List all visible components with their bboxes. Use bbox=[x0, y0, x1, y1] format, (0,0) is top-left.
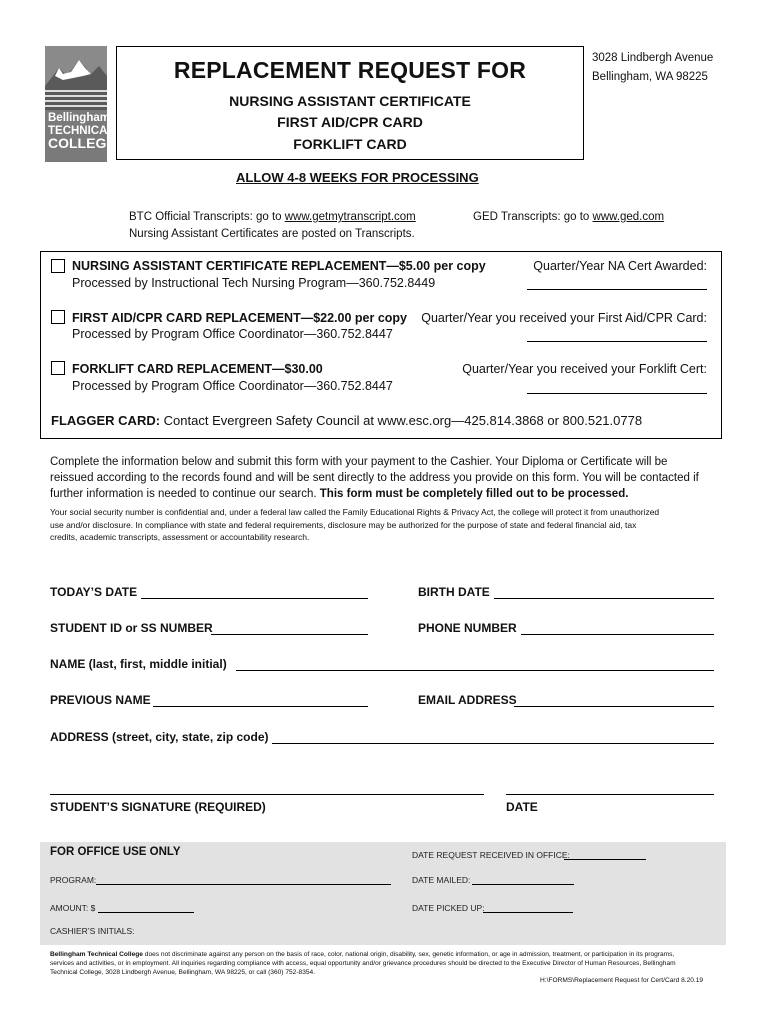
address-label: ADDRESS (street, city, state, zip code) bbox=[50, 730, 269, 744]
processing-notice: ALLOW 4-8 WEEKS FOR PROCESSING bbox=[236, 170, 479, 185]
nursing-option-processor: Processed by Instructional Tech Nursing Program—360.752.8449 bbox=[72, 276, 436, 290]
signature-date-label: DATE bbox=[506, 800, 538, 814]
subtitle-nursing: NURSING ASSISTANT CERTIFICATE bbox=[229, 93, 471, 109]
subtitle-forklift: FORKLIFT CARD bbox=[293, 136, 407, 152]
footer-line1 bbox=[50, 950, 730, 959]
date-mailed-label: DATE MAILED: bbox=[412, 875, 471, 885]
mountain-logo-icon bbox=[45, 46, 107, 110]
flagger-card-note bbox=[51, 413, 642, 428]
logo-line1: Bellingham bbox=[48, 112, 110, 124]
signature-field[interactable] bbox=[50, 794, 484, 795]
nondiscrimination-notice bbox=[50, 950, 730, 977]
signature-date-field[interactable] bbox=[506, 794, 714, 795]
phone-field[interactable] bbox=[521, 634, 714, 635]
instructions bbox=[50, 454, 699, 502]
forklift-quarter-field[interactable] bbox=[527, 393, 707, 394]
email-field[interactable] bbox=[514, 706, 714, 707]
ged-transcripts bbox=[473, 211, 664, 223]
subtitle-first-aid: FIRST AID/CPR CARD bbox=[277, 114, 423, 130]
program-field[interactable] bbox=[96, 884, 391, 885]
flagger-label: FLAGGER CARD: bbox=[51, 413, 161, 428]
amount-label: AMOUNT: $ bbox=[50, 903, 96, 913]
program-label: PROGRAM: bbox=[50, 875, 97, 885]
name-field[interactable] bbox=[236, 670, 714, 671]
form-title: REPLACEMENT REQUEST FOR bbox=[173, 57, 527, 83]
address-line1: 3028 Lindbergh Avenue bbox=[592, 52, 714, 64]
birth-date-field[interactable] bbox=[494, 598, 714, 599]
email-label: EMAIL ADDRESS bbox=[418, 693, 517, 707]
previous-name-field[interactable] bbox=[153, 706, 368, 707]
logo-line2: TECHNICAL bbox=[48, 124, 115, 137]
ged-link[interactable]: www.ged.com bbox=[592, 211, 665, 223]
cashier-initials-label: CASHIER’S INITIALS: bbox=[50, 926, 135, 936]
flagger-text: Contact Evergreen Safety Council at www.esc.org—425.814.3868 or 800.521.0778 bbox=[160, 413, 643, 428]
date-mailed-field[interactable] bbox=[472, 884, 574, 885]
nursing-quarter-field[interactable] bbox=[527, 289, 707, 290]
signature-label: STUDENT’S SIGNATURE (REQUIRED) bbox=[50, 800, 266, 814]
footer-line1-text: does not discriminate against any person on the basis of race, color, national origin, disability, sex, genetic information, or age in admission, treatment, or participation in its programs, bbox=[142, 951, 675, 958]
na-transcripts-note: Nursing Assistant Certificates are posted on Transcripts. bbox=[129, 228, 415, 240]
form-id: H:\FORMS\Replacement Request for Cert/Card 8.20.19 bbox=[540, 977, 704, 984]
forklift-option-title: FORKLIFT CARD REPLACEMENT—$30.00 bbox=[72, 362, 323, 376]
privacy-line1: Your social security number is confidential and, under a federal law called the Family Educational Rights & Privacy Act, the college will protect it from unauthorized bbox=[50, 507, 660, 517]
instructions-line3-text: further information is needed to continue our search. bbox=[50, 488, 320, 500]
btc-transcript-link[interactable]: www.getmytranscript.com bbox=[284, 211, 416, 223]
amount-field[interactable] bbox=[98, 912, 194, 913]
logo-line3: COLLEGE bbox=[48, 135, 116, 151]
instructions-required-note: This form must be completely filled out to be processed. bbox=[319, 488, 629, 500]
office-use-title: FOR OFFICE USE ONLY bbox=[50, 846, 181, 858]
date-received-field[interactable] bbox=[564, 859, 646, 860]
footer-line2: services and activities, or in employment. All inquiries regarding compliance with access, equal opportunity and/or grievance procedures should be directed to the Executive Director of Human Resources, Bellingham bbox=[50, 960, 676, 967]
address-field[interactable] bbox=[272, 743, 714, 744]
college-logo bbox=[45, 46, 116, 162]
ged-transcripts-label: GED Transcripts: go to bbox=[473, 211, 593, 223]
date-received-label: DATE REQUEST RECEIVED IN OFFICE: bbox=[412, 850, 570, 860]
privacy-line2: use and/or disclosure. In compliance with state and federal requirements, disclosure may be authorized for the purpose of state and federal financial aid, tax bbox=[50, 519, 637, 530]
privacy-line3: credits, academic transcripts, assessment or accountability research. bbox=[50, 532, 310, 542]
forklift-option-processor: Processed by Program Office Coordinator—360.752.8447 bbox=[72, 379, 393, 393]
nursing-quarter-label: Quarter/Year NA Cert Awarded: bbox=[533, 259, 707, 273]
todays-date-label: TODAY’S DATE bbox=[50, 585, 138, 599]
todays-date-field[interactable] bbox=[141, 598, 368, 599]
date-picked-up-label: DATE PICKED UP: bbox=[412, 903, 485, 913]
instructions-line2: reissued according to the records found and will be sent directly to the address you provide on this form. You will be contacted if bbox=[50, 472, 699, 484]
phone-label: PHONE NUMBER bbox=[418, 621, 517, 635]
nursing-option-title: NURSING ASSISTANT CERTIFICATE REPLACEMENT—$5.00 per copy bbox=[72, 259, 486, 273]
footer-line3: Technical College, 3028 Lindbergh Avenue, Bellingham, WA 98225, or call (360) 752-8354. bbox=[50, 969, 316, 976]
date-picked-up-field[interactable] bbox=[483, 912, 573, 913]
instructions-line1: Complete the information below and submit this form with your payment to the Cashier. Your Diploma or Certificate will be bbox=[50, 456, 668, 468]
name-label: NAME (last, first, middle initial) bbox=[50, 657, 227, 671]
forklift-quarter-label: Quarter/Year you received your Forklift Cert: bbox=[462, 362, 707, 376]
previous-name-label: PREVIOUS NAME bbox=[50, 693, 151, 707]
nursing-checkbox[interactable] bbox=[51, 259, 65, 273]
forklift-checkbox[interactable] bbox=[51, 361, 65, 375]
btc-transcripts-label: BTC Official Transcripts: go to bbox=[129, 211, 285, 223]
first-aid-checkbox[interactable] bbox=[51, 310, 65, 324]
footer-college-name: Bellingham Technical College bbox=[50, 951, 143, 958]
first-aid-quarter-field[interactable] bbox=[527, 341, 707, 342]
student-id-field[interactable] bbox=[211, 634, 368, 635]
address-line2: Bellingham, WA 98225 bbox=[592, 71, 708, 83]
student-id-label: STUDENT ID or SS NUMBER bbox=[50, 621, 213, 635]
instructions-line3 bbox=[50, 486, 699, 502]
privacy-notice bbox=[50, 506, 659, 544]
birth-date-label: BIRTH DATE bbox=[418, 585, 490, 599]
first-aid-quarter-label: Quarter/Year you received your First Aid/CPR Card: bbox=[421, 311, 707, 325]
first-aid-option-title: FIRST AID/CPR CARD REPLACEMENT—$22.00 per copy bbox=[72, 311, 408, 325]
btc-transcripts bbox=[129, 211, 416, 223]
first-aid-option-processor: Processed by Program Office Coordinator—360.752.8447 bbox=[72, 327, 393, 341]
